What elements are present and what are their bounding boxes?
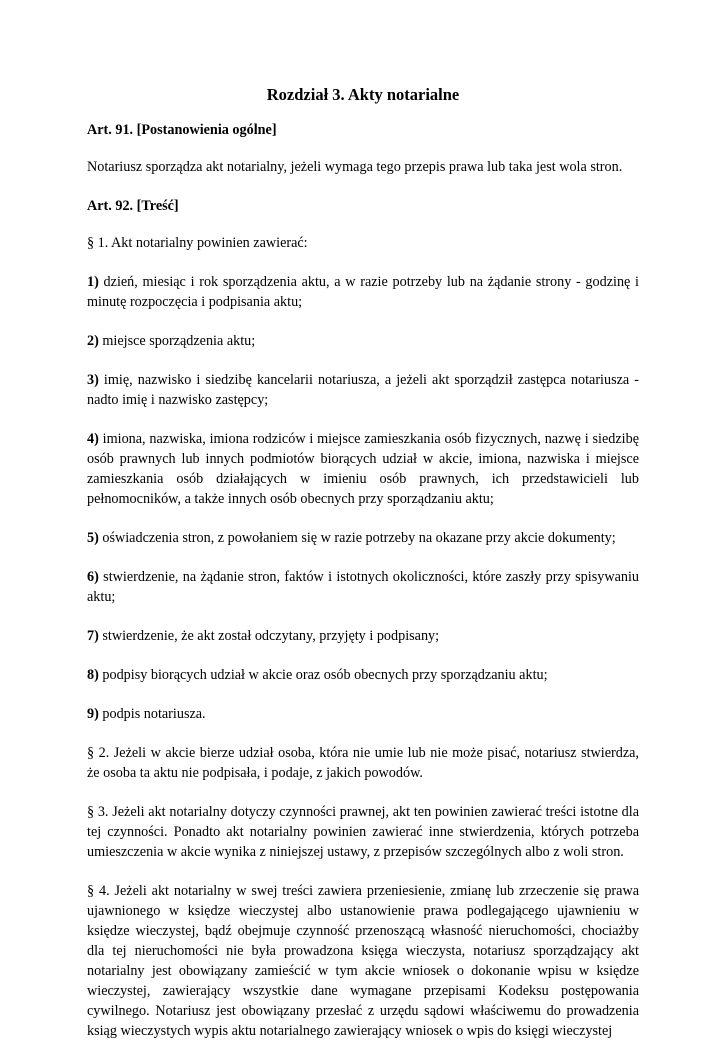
list-item-number: 6) — [87, 569, 99, 585]
document-page — [87, 84, 639, 1060]
list-item-number: 7) — [87, 628, 99, 644]
list-item-6 — [87, 567, 639, 607]
list-item-number: 2) — [87, 333, 99, 349]
list-item-text: dzień, miesiąc i rok sporządzenia aktu, a w razie potrzeby lub na żądanie strony - godzinę i minutę rozpoczęcia i podpisania aktu; — [87, 274, 639, 310]
list-item-1 — [87, 272, 639, 312]
list-item-text: imiona, nazwiska, imiona rodziców i miejsce zamieszkania osób fizycznych, nazwę i siedzibę osób prawnych lub innych podmiotów biorących udział w akcie, imiona, nazwiska i miejsce zamieszkania osób działających w imieniu osób prawnych, ich przedstawicieli lub pełnomocników, a także innych osób obecnych przy sporządzaniu aktu; — [87, 431, 640, 507]
list-item-7 — [87, 626, 639, 646]
list-item-3 — [87, 370, 639, 410]
list-item-number: 3) — [87, 372, 99, 388]
chapter-title: Rozdział 3. Akty notarialne — [266, 85, 460, 104]
list-item-2 — [87, 331, 639, 351]
list-item-text: oświadczenia stron, z powołaniem się w razie potrzeby na okazane przy akcie dokumenty; — [102, 530, 616, 546]
list-item-text: imię, nazwisko i siedzibę kancelarii notariusza, a jeżeli akt sporządził zastępca notariusza - nadto imię i nazwisko zastępcy; — [87, 372, 640, 408]
list-item-text: stwierdzenie, na żądanie stron, faktów i istotnych okoliczności, które zaszły przy spisywaniu aktu; — [87, 569, 639, 605]
list-item-4 — [87, 429, 639, 509]
paragraph-3: § 3. Jeżeli akt notarialny dotyczy czynności prawnej, akt ten powinien zawierać treści istotne dla tej czynności. Ponadto akt notarialny powinien zawierać inne stwierdzenia, których potrzeba umieszczenia w akcie wynika z niniejszej ustawy, z przepisów szczególnych albo z woli stron. — [87, 804, 639, 860]
list-item-text: podpis notariusza. — [102, 706, 206, 722]
list-item-text: miejsce sporządzenia aktu; — [102, 333, 256, 349]
paragraph-1-intro: § 1. Akt notarialny powinien zawierać: — [87, 235, 308, 251]
list-item-5 — [87, 528, 639, 548]
list-item-number: 8) — [87, 667, 99, 683]
article-92-heading: Art. 92. [Treść] — [87, 198, 179, 214]
list-item-text: podpisy biorących udział w akcie oraz osób obecnych przy sporządzaniu aktu; — [102, 667, 548, 683]
list-item-number: 1) — [87, 274, 99, 290]
list-item-number: 9) — [87, 706, 99, 722]
list-item-8 — [87, 665, 639, 685]
list-item-number: 5) — [87, 530, 99, 546]
article-91-heading: Art. 91. [Postanowienia ogólne] — [87, 122, 277, 138]
list-item-number: 4) — [87, 431, 99, 447]
article-91-text: Notariusz sporządza akt notarialny, jeżeli wymaga tego przepis prawa lub taka jest wola stron. — [87, 159, 623, 175]
list-item-text: stwierdzenie, że akt został odczytany, przyjęty i podpisany; — [102, 628, 440, 644]
paragraph-2: § 2. Jeżeli w akcie bierze udział osoba, która nie umie lub nie może pisać, notariusz stwierdza, że osoba ta aktu nie podpisała, i podaje, z jakich powodów. — [87, 745, 639, 781]
paragraph-4: § 4. Jeżeli akt notarialny w swej treści zawiera przeniesienie, zmianę lub zrzeczenie się prawa ujawnionego w księdze wieczystej albo ustanowienie prawa podlegającego ujawnieniu w księdze wieczystej, bądź obejmuje czynność przenoszącą własność nieruchomości, chociażby dla tej nieruchomości nie była prowadzona księga wieczysta, notariusz sporządzający akt notarialny jest obowiązany zamieścić w tym akcie wniosek o dokonanie wpisu w księdze wieczystej, zawierający wszystkie dane wymagane przepisami Kodeksu postępowania cywilnego. Notariusz jest obowiązany przesłać z urzędu sądowi właściwemu do prowadzenia ksiąg wieczystych wypis aktu notarialnego zawierający wniosek o wpis do księgi wieczystej — [87, 883, 639, 1039]
list-item-9 — [87, 704, 639, 724]
